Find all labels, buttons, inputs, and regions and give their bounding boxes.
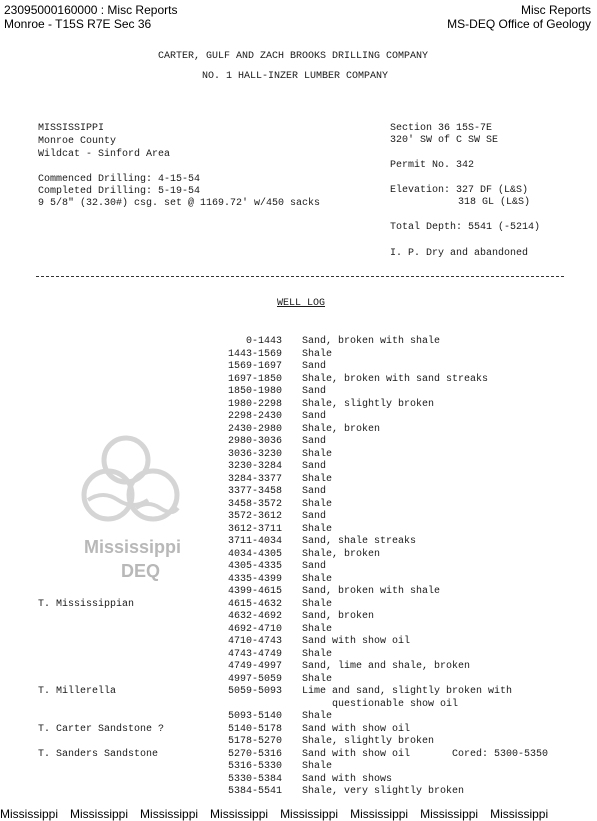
log-description: Sand, broken with shale bbox=[302, 336, 441, 347]
log-depth: 2980-3036 bbox=[227, 436, 282, 447]
log-description: Shale, broken bbox=[302, 423, 381, 435]
formation-top: T. Carter Sandstone ? bbox=[38, 723, 165, 735]
header-office: MS-DEQ Office of Geology bbox=[447, 17, 591, 31]
log-depth: 1697-1850 bbox=[227, 373, 282, 385]
doc-subtitle: NO. 1 HALL-INZER LUMBER COMPANY bbox=[202, 71, 389, 82]
log-description: Shale bbox=[302, 573, 333, 585]
footer-word: Mississippi bbox=[70, 807, 129, 821]
log-depth: 2298-2430 bbox=[227, 411, 282, 422]
header-category: Misc Reports bbox=[520, 3, 591, 17]
log-description: Sand bbox=[302, 511, 327, 522]
log-depth: 3284-3377 bbox=[227, 473, 282, 485]
log-depth: 0-1443 bbox=[245, 336, 282, 347]
log-description: Sand bbox=[302, 486, 327, 497]
log-depth: 5178-5270 bbox=[227, 736, 282, 747]
completed-drilling: Completed Drilling: 5-19-54 bbox=[38, 186, 201, 197]
log-description: Sand bbox=[302, 361, 327, 372]
log-description: Shale, slightly broken bbox=[302, 736, 435, 747]
log-depth: 3572-3612 bbox=[227, 511, 282, 522]
footer-word: Mississippi bbox=[0, 807, 59, 821]
footer-word: Mississippi bbox=[490, 807, 549, 821]
log-description: Sand with show oil bbox=[302, 748, 411, 760]
footer-watermark bbox=[0, 807, 560, 821]
log-depth: 3458-3572 bbox=[227, 498, 282, 510]
log-description: Shale bbox=[302, 648, 333, 660]
log-description: Shale bbox=[302, 523, 333, 535]
log-depth: 4034-4305 bbox=[227, 548, 282, 560]
log-description: Sand, lime and shale, broken bbox=[302, 661, 471, 672]
log-description: Sand with show oil bbox=[302, 723, 411, 735]
log-description: Shale, broken bbox=[302, 548, 381, 560]
county: Monroe County bbox=[38, 136, 117, 147]
log-depth: 4632-4692 bbox=[227, 611, 282, 622]
location-desc: 320' SW of C SW SE bbox=[390, 135, 499, 146]
log-description: Sand, shale streaks bbox=[302, 536, 417, 547]
log-description: Shale, broken with sand streaks bbox=[302, 373, 489, 385]
formation-top: T. Sanders Sandstone bbox=[38, 748, 159, 760]
watermark-line1: Mississippi bbox=[84, 537, 182, 557]
log-depth: 1569-1697 bbox=[227, 361, 282, 372]
log-description: Lime and sand, slightly broken with bbox=[302, 686, 513, 697]
log-depth: 5140-5178 bbox=[227, 723, 282, 735]
log-description: Sand, broken with shale bbox=[302, 586, 441, 597]
log-description: Shale bbox=[302, 473, 333, 485]
log-depth: 5270-5316 bbox=[227, 748, 282, 760]
doc-title: CARTER, GULF AND ZACH BROOKS DRILLING COMPANY bbox=[158, 51, 429, 62]
log-description: Sand bbox=[302, 386, 327, 397]
log-description: Sand bbox=[302, 411, 327, 422]
log-description: questionable show oil bbox=[332, 698, 459, 710]
elevation-gl: 318 GL (L&S) bbox=[458, 197, 531, 208]
formation-top: T. Mississippian bbox=[38, 598, 135, 610]
log-description: Shale bbox=[302, 711, 333, 722]
elevation-df: Elevation: 327 DF (L&S) bbox=[390, 185, 529, 196]
log-description: Shale bbox=[302, 448, 333, 460]
core-note: Cored: 5300-5350 bbox=[452, 748, 549, 760]
log-depth: 5384-5541 bbox=[227, 786, 282, 797]
log-description: Shale, very slightly broken bbox=[302, 786, 465, 797]
log-depth: 4997-5059 bbox=[227, 673, 282, 685]
log-depth: 4399-4615 bbox=[227, 586, 282, 597]
log-depth: 5059-5093 bbox=[227, 686, 282, 697]
footer-word: Mississippi bbox=[280, 807, 339, 821]
area: Wildcat - Sinford Area bbox=[38, 149, 171, 160]
log-depth: 3711-4034 bbox=[227, 536, 282, 547]
log-depth: 3230-3284 bbox=[227, 461, 282, 472]
log-description: Sand with shows bbox=[302, 773, 393, 785]
watermark-line2: DEQ bbox=[121, 561, 161, 581]
permit-number: Permit No. 342 bbox=[390, 160, 475, 171]
log-description: Sand bbox=[302, 436, 327, 447]
log-depth: 1980-2298 bbox=[227, 398, 282, 410]
log-depth: 3036-3230 bbox=[227, 448, 282, 460]
casing: 9 5/8" (32.30#) csg. set @ 1169.72' w/450 sacks bbox=[38, 198, 321, 209]
log-description: Shale bbox=[302, 623, 333, 635]
log-description: Shale bbox=[302, 761, 333, 772]
log-depth: 3377-3458 bbox=[227, 486, 282, 497]
header-file-id: 23095000160000 : Misc Reports bbox=[4, 3, 178, 17]
log-description: Shale bbox=[302, 498, 333, 510]
log-depth: 4743-4749 bbox=[227, 648, 282, 660]
log-depth: 5093-5140 bbox=[227, 711, 282, 722]
log-description: Sand bbox=[302, 561, 327, 572]
total-depth: Total Depth: 5541 (-5214) bbox=[390, 222, 541, 233]
log-description: Sand bbox=[302, 461, 327, 472]
initial-production: I. P. Dry and abandoned bbox=[390, 248, 529, 259]
log-depth: 4710-4743 bbox=[227, 636, 282, 647]
footer-word: Mississippi bbox=[210, 807, 269, 821]
footer-word: Mississippi bbox=[140, 807, 199, 821]
footer-word: Mississippi bbox=[350, 807, 409, 821]
log-depth: 4749-4997 bbox=[227, 661, 282, 672]
log-description: Shale bbox=[302, 348, 333, 360]
log-depth: 5316-5330 bbox=[227, 761, 282, 772]
separator-line bbox=[36, 276, 564, 277]
header-location: Monroe - T15S R7E Sec 36 bbox=[4, 17, 152, 31]
log-depth: 1443-1569 bbox=[227, 348, 282, 360]
log-depth: 4305-4335 bbox=[227, 561, 282, 572]
log-depth: 1850-1980 bbox=[227, 386, 282, 397]
well-log-title: WELL LOG bbox=[277, 298, 326, 309]
log-depth: 2430-2980 bbox=[227, 423, 282, 435]
formation-top: T. Millerella bbox=[38, 686, 117, 697]
log-depth: 4335-4399 bbox=[227, 573, 282, 585]
log-description: Shale bbox=[302, 673, 333, 685]
section: Section 36 15S-7E bbox=[390, 123, 493, 134]
log-depth: 4615-4632 bbox=[227, 598, 282, 610]
log-description: Shale, slightly broken bbox=[302, 398, 435, 410]
log-description: Sand, broken bbox=[302, 611, 375, 622]
log-depth: 4692-4710 bbox=[227, 623, 282, 635]
log-depth: 5330-5384 bbox=[227, 773, 282, 785]
log-depth: 3612-3711 bbox=[227, 523, 282, 535]
log-description: Sand with show oil bbox=[302, 636, 411, 647]
footer-word: Mississippi bbox=[420, 807, 479, 821]
state: MISSISSIPPI bbox=[38, 123, 105, 134]
commenced-drilling: Commenced Drilling: 4-15-54 bbox=[38, 174, 201, 185]
log-description: Shale bbox=[302, 598, 333, 610]
